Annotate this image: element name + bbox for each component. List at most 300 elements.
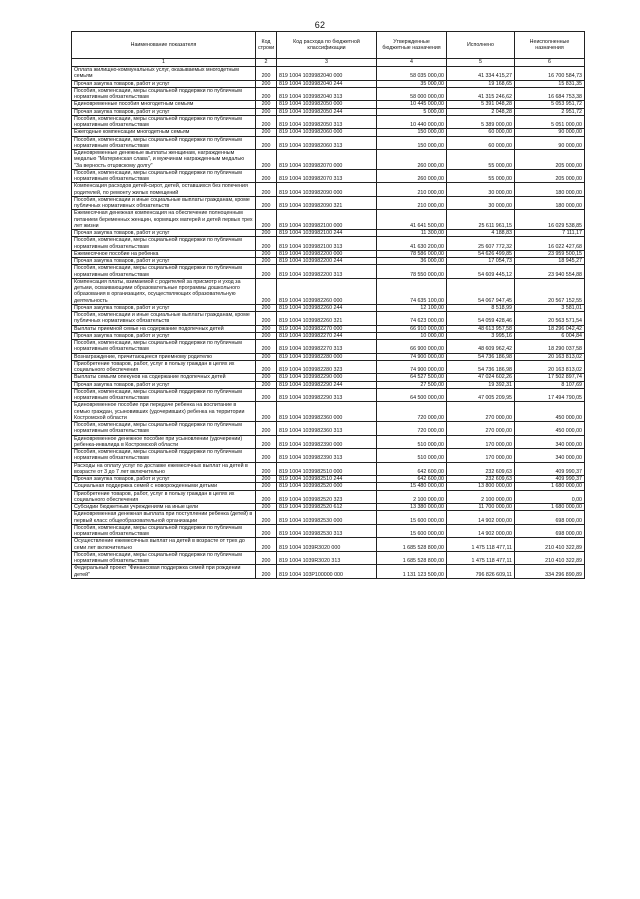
classification-code-cell: 819 1004 1039982260 321 <box>277 312 377 326</box>
executed-amount-cell: 14 902 000,00 <box>447 524 515 538</box>
indicator-name-cell: Вознаграждение, причитающееся приемному родителю <box>72 353 256 360</box>
table-row <box>72 210 585 230</box>
indicator-name-cell: Выплаты приемной семье на содержание подопечных детей <box>72 325 256 332</box>
indicator-name-cell: Осуществление ежемесячных выплат на детей в возрасте от трех до семи лет включительно <box>72 538 256 552</box>
column-number: 3 <box>277 59 377 67</box>
approved-amount-cell: 510 000,00 <box>377 435 447 449</box>
approved-amount-cell: 74 623 000,00 <box>377 312 447 326</box>
executed-amount-cell: 55 000,00 <box>447 150 515 170</box>
indicator-name-cell: Единовременное пособие при передаче ребенка на воспитание в семью граждан, усыновивших (удочеривших) ребенка на территории Костромской области <box>72 402 256 422</box>
table-row <box>72 565 585 579</box>
column-number: 6 <box>515 59 585 67</box>
indicator-name-cell: Субсидии бюджетным учреждениям на иные цели <box>72 504 256 511</box>
classification-code-cell: 819 1004 1039982050 313 <box>277 115 377 129</box>
table-row <box>72 278 585 304</box>
approved-amount-cell: 64 500 000,00 <box>377 388 447 402</box>
header-unexecuted: Неисполненные назначения <box>515 32 585 59</box>
header-classification-code: Код расхода по бюджетной классификации <box>277 32 377 59</box>
executed-amount-cell: 1 475 118 477,11 <box>447 551 515 565</box>
executed-amount-cell: 8 518,99 <box>447 304 515 311</box>
line-code-cell: 200 <box>256 325 277 332</box>
executed-amount-cell: 4 188,83 <box>447 230 515 237</box>
line-code-cell: 200 <box>256 538 277 552</box>
indicator-name-cell: Оплата жилищно-коммунальных услуг, оказываемых многодетным семьям <box>72 67 256 81</box>
table-row <box>72 136 585 150</box>
table-row <box>72 101 585 108</box>
indicator-name-cell: Компенсация платы, взимаемой с родителей за присмотр и уход за детьми, осваивающими образовательные программы дошкольного образования в организациях, осуществляющих образовательную деятельность <box>72 278 256 304</box>
approved-amount-cell: 1 131 123 500,00 <box>377 565 447 579</box>
classification-code-cell: 819 1004 1039982100 244 <box>277 230 377 237</box>
approved-amount-cell: 15 600 000,00 <box>377 511 447 525</box>
table-row <box>72 67 585 81</box>
approved-amount-cell: 66 900 000,00 <box>377 340 447 354</box>
approved-amount-cell: 10 000,00 <box>377 332 447 339</box>
approved-amount-cell: 11 300,00 <box>377 230 447 237</box>
header-executed: Исполнено <box>447 32 515 59</box>
classification-code-cell: 819 1004 1039982270 313 <box>277 340 377 354</box>
line-code-cell: 200 <box>256 565 277 579</box>
indicator-name-cell: Единовременные денежные выплаты женщинам, награжденным медалью "Материнская слава", и мужчинам награжденным медалью "За верность отцовскому долгу" <box>72 150 256 170</box>
unexecuted-amount-cell: 180 000,00 <box>515 196 585 210</box>
line-code-cell: 200 <box>256 422 277 436</box>
unexecuted-amount-cell: 205 000,00 <box>515 150 585 170</box>
table-row <box>72 381 585 388</box>
executed-amount-cell: 41 334 415,27 <box>447 67 515 81</box>
indicator-name-cell: Пособия, компенсации, меры социальной поддержки по публичным нормативным обязательствам <box>72 340 256 354</box>
table-row <box>72 80 585 87</box>
approved-amount-cell: 210 000,00 <box>377 196 447 210</box>
executed-amount-cell: 47 024 602,26 <box>447 374 515 381</box>
approved-amount-cell: 27 500,00 <box>377 381 447 388</box>
line-code-cell: 200 <box>256 250 277 257</box>
executed-amount-cell: 30 000,00 <box>447 183 515 197</box>
unexecuted-amount-cell: 698 000,00 <box>515 511 585 525</box>
classification-code-cell: 819 1004 1039982040 244 <box>277 80 377 87</box>
unexecuted-amount-cell: 16 029 538,85 <box>515 210 585 230</box>
line-code-cell: 200 <box>256 483 277 490</box>
classification-code-cell: 819 1004 1039982280 323 <box>277 360 377 374</box>
executed-amount-cell: 19 168,65 <box>447 80 515 87</box>
table-row <box>72 388 585 402</box>
indicator-name-cell: Федеральный проект "Финансовая поддержка семей при рождении детей" <box>72 565 256 579</box>
unexecuted-amount-cell: 340 000,00 <box>515 449 585 463</box>
executed-amount-cell: 54 067 947,45 <box>447 278 515 304</box>
unexecuted-amount-cell: 15 831,35 <box>515 80 585 87</box>
table-row <box>72 325 585 332</box>
unexecuted-amount-cell: 450 000,00 <box>515 422 585 436</box>
line-code-cell: 200 <box>256 129 277 136</box>
executed-amount-cell: 11 700 000,00 <box>447 504 515 511</box>
classification-code-cell: 819 1004 1039982290 000 <box>277 374 377 381</box>
approved-amount-cell: 642 600,00 <box>377 476 447 483</box>
classification-code-cell: 819 1004 1039982070 000 <box>277 150 377 170</box>
classification-code-cell: 819 1004 1039982100 313 <box>277 237 377 251</box>
approved-amount-cell: 58 000 000,00 <box>377 87 447 101</box>
line-code-cell: 200 <box>256 183 277 197</box>
line-code-cell: 200 <box>256 332 277 339</box>
unexecuted-amount-cell: 409 990,37 <box>515 476 585 483</box>
unexecuted-amount-cell: 16 700 584,73 <box>515 67 585 81</box>
classification-code-cell: 819 1004 1039982360 313 <box>277 422 377 436</box>
classification-code-cell: 819 1004 1039982510 000 <box>277 462 377 476</box>
table-row <box>72 511 585 525</box>
line-code-cell: 200 <box>256 101 277 108</box>
table-row <box>72 462 585 476</box>
header-indicator-name: Наименование показателя <box>72 32 256 59</box>
line-code-cell: 200 <box>256 504 277 511</box>
classification-code-cell: 819 1004 1039982280 000 <box>277 353 377 360</box>
table-row <box>72 258 585 265</box>
executed-amount-cell: 5 391 048,28 <box>447 101 515 108</box>
executed-amount-cell: 47 005 209,95 <box>447 388 515 402</box>
indicator-name-cell: Единовременные пособия многодетным семьям <box>72 101 256 108</box>
unexecuted-amount-cell: 23 940 554,88 <box>515 265 585 279</box>
indicator-name-cell: Прочая закупка товаров, работ и услуг <box>72 80 256 87</box>
approved-amount-cell: 41 641 500,00 <box>377 210 447 230</box>
table-row <box>72 538 585 552</box>
indicator-name-cell: Прочая закупка товаров, работ и услуг <box>72 381 256 388</box>
unexecuted-amount-cell: 409 990,37 <box>515 462 585 476</box>
table-row <box>72 332 585 339</box>
unexecuted-amount-cell: 90 000,00 <box>515 129 585 136</box>
line-code-cell: 200 <box>256 196 277 210</box>
classification-code-cell: 819 1004 1039982260 244 <box>277 304 377 311</box>
unexecuted-amount-cell: 23 959 500,15 <box>515 250 585 257</box>
approved-amount-cell: 150 000,00 <box>377 136 447 150</box>
line-code-cell: 200 <box>256 312 277 326</box>
indicator-name-cell: Приобретение товаров, работ, услуг в пользу граждан в целях их социального обеспечения <box>72 490 256 504</box>
approved-amount-cell: 58 035 000,00 <box>377 67 447 81</box>
table-row <box>72 312 585 326</box>
line-code-cell: 200 <box>256 87 277 101</box>
approved-amount-cell: 1 685 528 800,00 <box>377 551 447 565</box>
unexecuted-amount-cell: 334 296 890,89 <box>515 565 585 579</box>
indicator-name-cell: Выплаты семьям опекунов на содержание подопечных детей <box>72 374 256 381</box>
line-code-cell: 200 <box>256 374 277 381</box>
indicator-name-cell: Прочая закупка товаров, работ и услуг <box>72 332 256 339</box>
unexecuted-amount-cell: 18 945,27 <box>515 258 585 265</box>
unexecuted-amount-cell: 18 296 042,42 <box>515 325 585 332</box>
table-row <box>72 524 585 538</box>
classification-code-cell: 819 1004 1039982070 313 <box>277 169 377 183</box>
classification-code-cell: 819 1004 1039982260 000 <box>277 278 377 304</box>
indicator-name-cell: Пособия, компенсации, меры социальной поддержки по публичным нормативным обязательствам <box>72 388 256 402</box>
approved-amount-cell: 10 445 000,00 <box>377 101 447 108</box>
classification-code-cell: 819 1004 1039982200 000 <box>277 250 377 257</box>
classification-code-cell: 819 1004 1039982040 313 <box>277 87 377 101</box>
approved-amount-cell: 15 480 000,00 <box>377 483 447 490</box>
column-number: 5 <box>447 59 515 67</box>
approved-amount-cell: 260 000,00 <box>377 169 447 183</box>
unexecuted-amount-cell: 340 000,00 <box>515 435 585 449</box>
executed-amount-cell: 232 609,63 <box>447 476 515 483</box>
table-row <box>72 435 585 449</box>
classification-code-cell: 819 1004 1039982060 000 <box>277 129 377 136</box>
budget-execution-table <box>71 31 585 579</box>
unexecuted-amount-cell: 6 004,84 <box>515 332 585 339</box>
indicator-name-cell: Ежемесячная денежная компенсация на обеспечение полноценным питанием беременных женщин, кормящих матерей и детей первых трех лет жизни <box>72 210 256 230</box>
line-code-cell: 200 <box>256 462 277 476</box>
unexecuted-amount-cell: 20 563 571,54 <box>515 312 585 326</box>
executed-amount-cell: 41 315 246,62 <box>447 87 515 101</box>
unexecuted-amount-cell: 3 581,01 <box>515 304 585 311</box>
table-row <box>72 265 585 279</box>
classification-code-cell: 819 1004 1039982090 321 <box>277 196 377 210</box>
indicator-name-cell: Пособия, компенсации, меры социальной поддержки по публичным нормативным обязательствам <box>72 169 256 183</box>
unexecuted-amount-cell: 16 684 753,38 <box>515 87 585 101</box>
indicator-name-cell: Пособия, компенсации, меры социальной поддержки по публичным нормативным обязательствам <box>72 136 256 150</box>
indicator-name-cell: Пособия, компенсации, меры социальной поддержки по публичным нормативным обязательствам <box>72 237 256 251</box>
approved-amount-cell: 510 000,00 <box>377 449 447 463</box>
table-row <box>72 449 585 463</box>
table-row <box>72 504 585 511</box>
line-code-cell: 200 <box>256 381 277 388</box>
executed-amount-cell: 19 392,31 <box>447 381 515 388</box>
table-row <box>72 150 585 170</box>
executed-amount-cell: 796 826 609,11 <box>447 565 515 579</box>
classification-code-cell: 819 1004 1039982290 313 <box>277 388 377 402</box>
indicator-name-cell: Социальная поддержка семей с новорожденными детьми <box>72 483 256 490</box>
executed-amount-cell: 3 995,16 <box>447 332 515 339</box>
classification-code-cell: 819 1004 1039982200 244 <box>277 258 377 265</box>
classification-code-cell: 819 1004 1039982530 000 <box>277 511 377 525</box>
unexecuted-amount-cell: 180 000,00 <box>515 183 585 197</box>
approved-amount-cell: 13 380 000,00 <box>377 504 447 511</box>
executed-amount-cell: 25 611 961,15 <box>447 210 515 230</box>
table-header-row <box>72 32 585 59</box>
indicator-name-cell: Единовременное денежное пособие при усыновлении (удочерении) ребенка-инвалида в Костромской области <box>72 435 256 449</box>
table-row <box>72 183 585 197</box>
classification-code-cell: 819 1004 1039982390 000 <box>277 435 377 449</box>
table-row <box>72 402 585 422</box>
approved-amount-cell: 36 000,00 <box>377 258 447 265</box>
classification-code-cell: 819 1004 1039982390 313 <box>277 449 377 463</box>
approved-amount-cell: 15 600 000,00 <box>377 524 447 538</box>
indicator-name-cell: Пособия, компенсации, меры социальной поддержки по публичным нормативным обязательствам <box>72 115 256 129</box>
approved-amount-cell: 66 910 000,00 <box>377 325 447 332</box>
indicator-name-cell: Прочая закупка товаров, работ и услуг <box>72 304 256 311</box>
classification-code-cell: 819 1004 1039982360 000 <box>277 402 377 422</box>
table-row <box>72 483 585 490</box>
column-number-row <box>72 59 585 67</box>
approved-amount-cell: 210 000,00 <box>377 183 447 197</box>
line-code-cell: 200 <box>256 353 277 360</box>
approved-amount-cell: 41 630 200,00 <box>377 237 447 251</box>
classification-code-cell: 819 1004 1039982290 244 <box>277 381 377 388</box>
unexecuted-amount-cell: 0,00 <box>515 490 585 504</box>
indicator-name-cell: Прочая закупка товаров, работ и услуг <box>72 476 256 483</box>
indicator-name-cell: Пособия, компенсации, меры социальной поддержки по публичным нормативным обязательствам <box>72 87 256 101</box>
indicator-name-cell: Прочая закупка товаров, работ и услуг <box>72 108 256 115</box>
approved-amount-cell: 2 100 000,00 <box>377 490 447 504</box>
line-code-cell: 200 <box>256 388 277 402</box>
executed-amount-cell: 1 475 118 477,11 <box>447 538 515 552</box>
executed-amount-cell: 54 609 445,12 <box>447 265 515 279</box>
executed-amount-cell: 2 100 000,00 <box>447 490 515 504</box>
executed-amount-cell: 170 000,00 <box>447 449 515 463</box>
approved-amount-cell: 720 000,00 <box>377 422 447 436</box>
unexecuted-amount-cell: 205 000,00 <box>515 169 585 183</box>
table-row <box>72 129 585 136</box>
executed-amount-cell: 54 736 186,98 <box>447 353 515 360</box>
line-code-cell: 200 <box>256 360 277 374</box>
executed-amount-cell: 60 000,00 <box>447 136 515 150</box>
classification-code-cell: 819 1004 103P100000 000 <box>277 565 377 579</box>
line-code-cell: 200 <box>256 524 277 538</box>
classification-code-cell: 819 1004 1039982520 323 <box>277 490 377 504</box>
approved-amount-cell: 5 000,00 <box>377 108 447 115</box>
classification-code-cell: 819 1004 1039982520 612 <box>277 504 377 511</box>
unexecuted-amount-cell: 8 107,69 <box>515 381 585 388</box>
approved-amount-cell: 12 100,00 <box>377 304 447 311</box>
unexecuted-amount-cell: 16 022 427,68 <box>515 237 585 251</box>
line-code-cell: 200 <box>256 449 277 463</box>
indicator-name-cell: Прочая закупка товаров, работ и услуг <box>72 258 256 265</box>
table-row <box>72 230 585 237</box>
classification-code-cell: 819 1004 1039982050 244 <box>277 108 377 115</box>
table-row <box>72 196 585 210</box>
indicator-name-cell: Пособия, компенсации, меры социальной поддержки по публичным нормативным обязательствам <box>72 422 256 436</box>
unexecuted-amount-cell: 20 567 152,55 <box>515 278 585 304</box>
classification-code-cell: 819 1004 1039R3020 000 <box>277 538 377 552</box>
indicator-name-cell: Прочая закупка товаров, работ и услуг <box>72 230 256 237</box>
classification-code-cell: 819 1004 1039982270 000 <box>277 325 377 332</box>
unexecuted-amount-cell: 210 410 322,89 <box>515 551 585 565</box>
table-row <box>72 169 585 183</box>
executed-amount-cell: 60 000,00 <box>447 129 515 136</box>
unexecuted-amount-cell: 1 680 000,00 <box>515 483 585 490</box>
executed-amount-cell: 270 000,00 <box>447 402 515 422</box>
line-code-cell: 200 <box>256 150 277 170</box>
indicator-name-cell: Пособия, компенсации и иные социальные выплаты гражданам, кроме публичных нормативных обязательств <box>72 196 256 210</box>
table-row <box>72 340 585 354</box>
executed-amount-cell: 30 000,00 <box>447 196 515 210</box>
classification-code-cell: 819 1004 1039R3020 313 <box>277 551 377 565</box>
executed-amount-cell: 5 389 000,00 <box>447 115 515 129</box>
table-row <box>72 476 585 483</box>
page-number: 62 <box>314 20 326 30</box>
table-row <box>72 304 585 311</box>
table-row <box>72 360 585 374</box>
table-row <box>72 115 585 129</box>
approved-amount-cell: 74 900 000,00 <box>377 353 447 360</box>
classification-code-cell: 819 1004 1039982040 000 <box>277 67 377 81</box>
approved-amount-cell: 74 635 100,00 <box>377 278 447 304</box>
indicator-name-cell: Ежегодные компенсации многодетным семьям <box>72 129 256 136</box>
approved-amount-cell: 78 586 000,00 <box>377 250 447 257</box>
unexecuted-amount-cell: 18 290 037,58 <box>515 340 585 354</box>
line-code-cell: 200 <box>256 435 277 449</box>
executed-amount-cell: 48 613 957,58 <box>447 325 515 332</box>
line-code-cell: 200 <box>256 136 277 150</box>
executed-amount-cell: 13 800 000,00 <box>447 483 515 490</box>
classification-code-cell: 819 1004 1039982520 000 <box>277 483 377 490</box>
indicator-name-cell: Компенсация расходов детей-сирот, детей, оставшихся без попечения родителей, по ремонту жилых помещений <box>72 183 256 197</box>
executed-amount-cell: 17 054,73 <box>447 258 515 265</box>
executed-amount-cell: 270 000,00 <box>447 422 515 436</box>
column-number: 2 <box>256 59 277 67</box>
line-code-cell: 200 <box>256 67 277 81</box>
line-code-cell: 200 <box>256 304 277 311</box>
approved-amount-cell: 78 550 000,00 <box>377 265 447 279</box>
classification-code-cell: 819 1004 1039982050 000 <box>277 101 377 108</box>
table-row <box>72 87 585 101</box>
classification-code-cell: 819 1004 1039982090 000 <box>277 183 377 197</box>
line-code-cell: 200 <box>256 80 277 87</box>
line-code-cell: 200 <box>256 237 277 251</box>
line-code-cell: 200 <box>256 169 277 183</box>
executed-amount-cell: 2 048,28 <box>447 108 515 115</box>
classification-code-cell: 819 1004 1039982100 000 <box>277 210 377 230</box>
indicator-name-cell: Пособия, компенсации, меры социальной поддержки по публичным нормативным обязательствам <box>72 449 256 463</box>
unexecuted-amount-cell: 17 494 790,05 <box>515 388 585 402</box>
executed-amount-cell: 54 059 428,46 <box>447 312 515 326</box>
unexecuted-amount-cell: 20 163 813,02 <box>515 360 585 374</box>
approved-amount-cell: 35 000,00 <box>377 80 447 87</box>
table-body <box>72 67 585 579</box>
table-row <box>72 353 585 360</box>
line-code-cell: 200 <box>256 476 277 483</box>
executed-amount-cell: 55 000,00 <box>447 169 515 183</box>
unexecuted-amount-cell: 2 951,72 <box>515 108 585 115</box>
table-row <box>72 108 585 115</box>
approved-amount-cell: 64 527 500,00 <box>377 374 447 381</box>
approved-amount-cell: 1 685 528 800,00 <box>377 538 447 552</box>
unexecuted-amount-cell: 90 000,00 <box>515 136 585 150</box>
approved-amount-cell: 720 000,00 <box>377 402 447 422</box>
line-code-cell: 200 <box>256 511 277 525</box>
column-number: 4 <box>377 59 447 67</box>
header-line-code: Код строки <box>256 32 277 59</box>
line-code-cell: 200 <box>256 265 277 279</box>
table-row <box>72 237 585 251</box>
classification-code-cell: 819 1004 1039982510 244 <box>277 476 377 483</box>
unexecuted-amount-cell: 17 502 897,74 <box>515 374 585 381</box>
table-row <box>72 551 585 565</box>
table-row <box>72 422 585 436</box>
table-row <box>72 490 585 504</box>
approved-amount-cell: 74 900 000,00 <box>377 360 447 374</box>
unexecuted-amount-cell: 210 410 322,89 <box>515 538 585 552</box>
approved-amount-cell: 150 000,00 <box>377 129 447 136</box>
line-code-cell: 200 <box>256 210 277 230</box>
header-approved: Утвержденные бюджетные назначения <box>377 32 447 59</box>
line-code-cell: 200 <box>256 258 277 265</box>
executed-amount-cell: 54 626 499,85 <box>447 250 515 257</box>
indicator-name-cell: Приобретение товаров, работ, услуг в пользу граждан в целях их социального обеспечения <box>72 360 256 374</box>
indicator-name-cell: Пособия, компенсации и иные социальные выплаты гражданам, кроме публичных нормативных обязательств <box>72 312 256 326</box>
unexecuted-amount-cell: 450 000,00 <box>515 402 585 422</box>
line-code-cell: 200 <box>256 551 277 565</box>
line-code-cell: 200 <box>256 490 277 504</box>
approved-amount-cell: 10 440 000,00 <box>377 115 447 129</box>
indicator-name-cell: Ежемесячное пособие на ребенка <box>72 250 256 257</box>
classification-code-cell: 819 1004 1039982270 244 <box>277 332 377 339</box>
unexecuted-amount-cell: 1 680 000,00 <box>515 504 585 511</box>
unexecuted-amount-cell: 5 051 000,00 <box>515 115 585 129</box>
unexecuted-amount-cell: 698 000,00 <box>515 524 585 538</box>
classification-code-cell: 819 1004 1039982060 313 <box>277 136 377 150</box>
table-row <box>72 250 585 257</box>
indicator-name-cell: Единовременная денежная выплата при поступлении ребенка (детей) в первый класс общеобразовательной организации <box>72 511 256 525</box>
classification-code-cell: 819 1004 1039982530 313 <box>277 524 377 538</box>
unexecuted-amount-cell: 7 111,17 <box>515 230 585 237</box>
executed-amount-cell: 14 902 000,00 <box>447 511 515 525</box>
line-code-cell: 200 <box>256 402 277 422</box>
line-code-cell: 200 <box>256 108 277 115</box>
unexecuted-amount-cell: 20 163 813,02 <box>515 353 585 360</box>
executed-amount-cell: 48 609 962,42 <box>447 340 515 354</box>
